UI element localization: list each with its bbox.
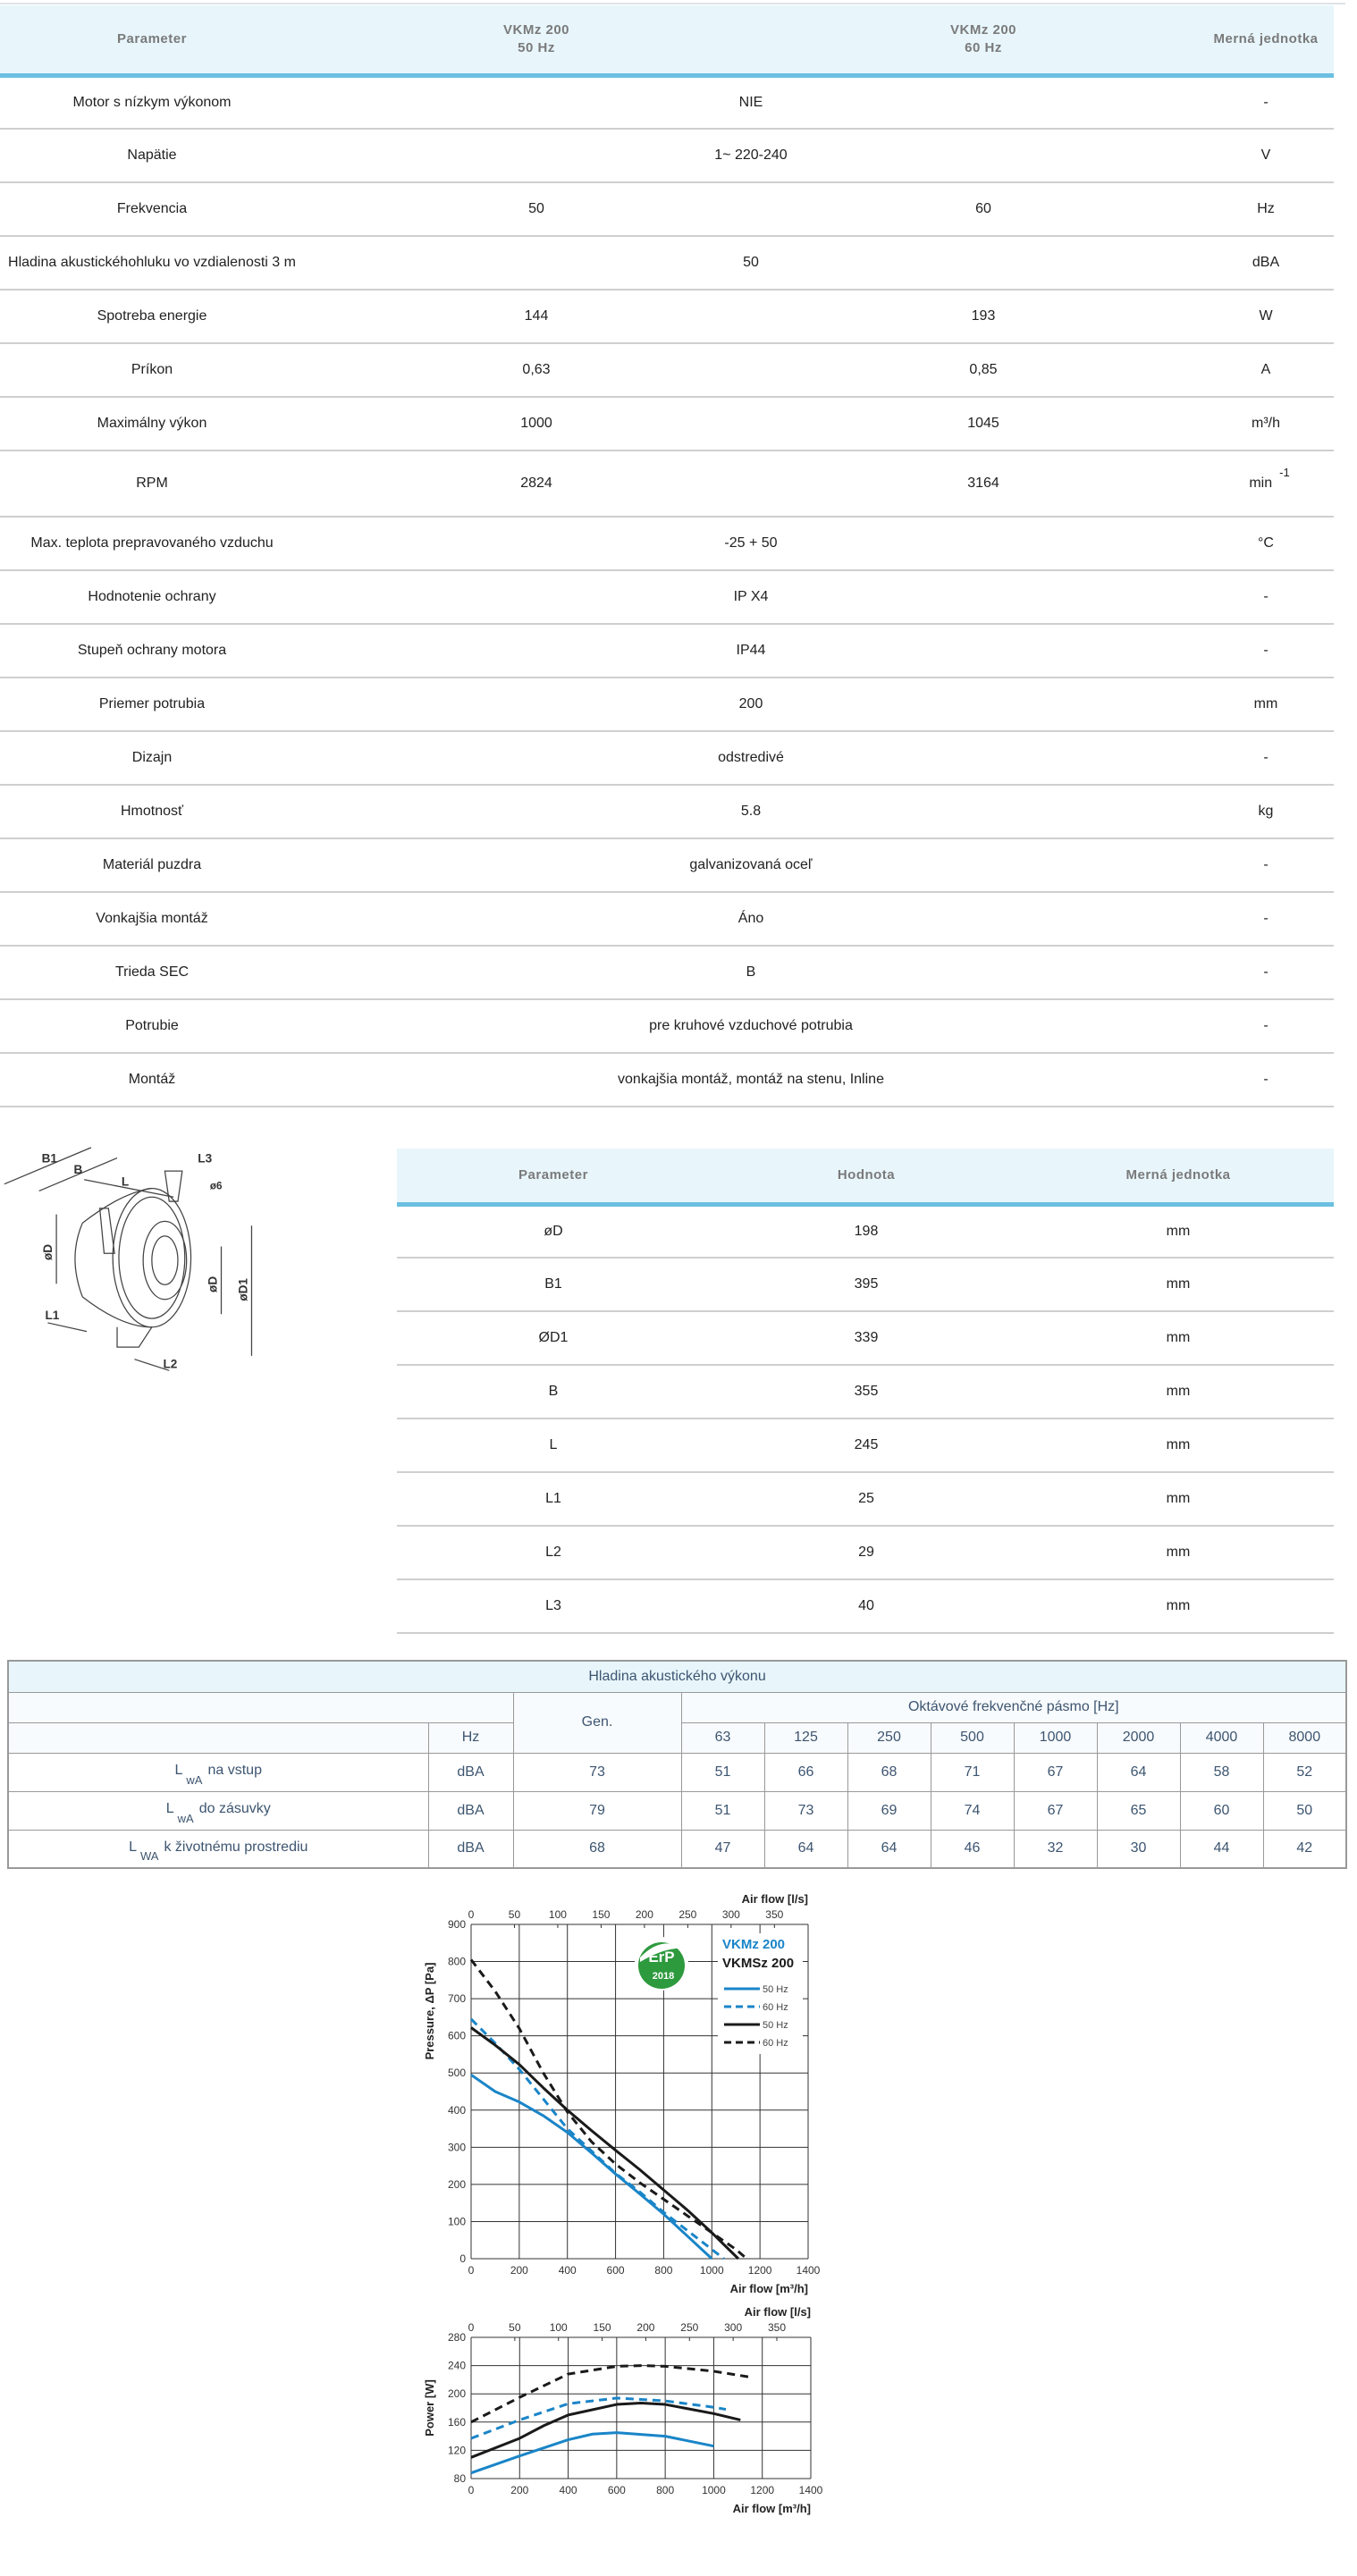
dim-param: øD — [397, 1204, 710, 1258]
gen-value: 73 — [513, 1753, 681, 1791]
series-line-vkmsz-200-50hz — [471, 2403, 740, 2457]
x-tick-label: 1400 — [796, 2264, 821, 2277]
dim-row — [397, 1258, 1334, 1311]
unit-cell — [1198, 946, 1334, 999]
band-value: 30 — [1097, 1830, 1180, 1868]
series-line-vkmz-200-50hz — [471, 2433, 713, 2473]
legend-label: 60 Hz — [763, 2038, 788, 2049]
y-tick-label: 900 — [447, 1918, 466, 1931]
param-value: -25 + 50 — [304, 517, 1198, 570]
label-d1: øD1 — [236, 1278, 250, 1301]
value-50hz: 50 — [304, 182, 769, 236]
band-value: 47 — [681, 1830, 764, 1868]
label-l: L — [121, 1174, 130, 1189]
x-tick-label: 800 — [654, 2264, 673, 2277]
dim-unit: mm — [1023, 1526, 1334, 1579]
band-header: 63 — [681, 1722, 764, 1753]
band-value: 66 — [764, 1753, 847, 1791]
param-value: NIE — [304, 75, 1198, 129]
dim-unit: mm — [1023, 1204, 1334, 1258]
unit-text: - — [1263, 964, 1268, 980]
spec-row — [0, 999, 1334, 1053]
value-50hz: 1000 — [304, 397, 769, 450]
unit-cell — [1198, 999, 1334, 1053]
spec-row — [0, 517, 1334, 570]
x2-tick-label: 200 — [635, 1908, 653, 1921]
x2-tick-label: 100 — [548, 1908, 567, 1921]
lwa-l: L — [129, 1839, 137, 1856]
dim-param: L1 — [397, 1472, 710, 1526]
lwa-label — [8, 1753, 428, 1791]
band-value: 67 — [1014, 1791, 1097, 1830]
header-50hz: VKMz 200 50 Hz — [304, 5, 769, 75]
dim-row — [397, 1311, 1334, 1365]
band-header: 125 — [764, 1722, 847, 1753]
x-tick-label: 1000 — [699, 2264, 724, 2277]
dim-unit: mm — [1023, 1579, 1334, 1633]
legend-label: 50 Hz — [763, 1984, 788, 1995]
x-tick-label: 200 — [510, 2484, 529, 2496]
band-value: 44 — [1180, 1830, 1263, 1868]
x-axis-label: Air flow [m³/h] — [732, 2502, 811, 2515]
unit-cell: dBA — [428, 1791, 513, 1830]
unit-text: °C — [1258, 535, 1274, 551]
acoustic-power-table — [7, 1660, 1347, 1869]
lwa-sub: wA — [186, 1772, 203, 1787]
erp-text: ErP — [648, 1949, 675, 1966]
param-label: Potrubie — [0, 999, 304, 1053]
band-value: 64 — [847, 1830, 931, 1868]
dim-unit: mm — [1023, 1258, 1334, 1311]
dimension-table — [397, 1149, 1334, 1634]
lwa-text: k životnému prostrediu — [164, 1839, 308, 1856]
param-label: Priemer potrubia — [0, 678, 304, 731]
unit-text: - — [1263, 1072, 1268, 1087]
x2-axis-label: Air flow [l/s] — [744, 2305, 811, 2319]
dim-value: 29 — [710, 1526, 1023, 1579]
octave-band-header: Oktávové frekvenčné pásmo [Hz] — [681, 1692, 1346, 1722]
value-50hz: 2824 — [304, 450, 769, 517]
dim-row — [397, 1526, 1334, 1579]
erp-2018-logo — [635, 1937, 688, 1991]
param-value: 50 — [304, 236, 1198, 290]
unit-cell: dBA — [428, 1753, 513, 1791]
spec-row — [0, 678, 1334, 731]
x-tick-label: 600 — [606, 2264, 625, 2277]
unit-text: V — [1260, 147, 1271, 163]
unit-text: Hz — [1257, 201, 1275, 216]
dim-value: 339 — [710, 1311, 1023, 1365]
label-l1: L1 — [45, 1309, 60, 1323]
unit-cell — [1198, 678, 1334, 731]
value-60hz: 193 — [769, 290, 1198, 343]
y-tick-label: 100 — [447, 2215, 466, 2228]
unit-cell — [1198, 624, 1334, 678]
x-tick-label: 1400 — [798, 2484, 823, 2496]
dim-unit: mm — [1023, 1365, 1334, 1418]
dim-header-parameter: Parameter — [397, 1149, 710, 1204]
dim-unit: mm — [1023, 1472, 1334, 1526]
unit-text: - — [1263, 94, 1268, 110]
param-value: 5.8 — [304, 785, 1198, 838]
header-parameter: Parameter — [0, 5, 304, 75]
dim-unit: mm — [1023, 1311, 1334, 1365]
y-tick-label: 160 — [447, 2415, 466, 2429]
label-d6: ø6 — [209, 1180, 223, 1192]
label-d-left: øD — [41, 1243, 55, 1261]
param-label: Príkon — [0, 343, 304, 397]
y-tick-label: 200 — [447, 2177, 466, 2191]
param-label: Vonkajšia montáž — [0, 892, 304, 946]
x2-tick-label: 0 — [468, 2321, 475, 2334]
spec-row — [0, 129, 1334, 182]
unit-superscript: -1 — [1279, 466, 1290, 479]
x-tick-label: 0 — [468, 2264, 475, 2277]
dim-row — [397, 1204, 1334, 1258]
band-value: 42 — [1263, 1830, 1346, 1868]
param-label: Dizajn — [0, 731, 304, 785]
unit-text: - — [1263, 643, 1268, 658]
value-60hz: 3164 — [769, 450, 1198, 517]
param-value: pre kruhové vzduchové potrubia — [304, 999, 1198, 1053]
unit-cell — [1198, 236, 1334, 290]
x2-tick-label: 350 — [765, 1908, 784, 1921]
label-d-right: øD — [206, 1275, 220, 1292]
band-header: 4000 — [1180, 1722, 1263, 1753]
unit-cell — [1198, 838, 1334, 892]
x2-axis-label: Air flow [l/s] — [741, 1892, 808, 1906]
lwa-l: L — [165, 1801, 174, 1817]
band-header: 2000 — [1097, 1722, 1180, 1753]
dim-row — [397, 1579, 1334, 1633]
param-value: IP44 — [304, 624, 1198, 678]
dim-param: B — [397, 1365, 710, 1418]
acoustic-row — [8, 1830, 1346, 1868]
param-label: Hladina akustickéhohluku vo vzdialenosti 3 m — [0, 236, 304, 290]
param-value: Áno — [304, 892, 1198, 946]
spec-row — [0, 1053, 1334, 1107]
unit-cell — [1198, 290, 1334, 343]
header-60hz: VKMz 200 60 Hz — [769, 5, 1198, 75]
dim-row — [397, 1472, 1334, 1526]
x-tick-label: 400 — [559, 2484, 577, 2496]
dim-value: 40 — [710, 1579, 1023, 1633]
band-header: 250 — [847, 1722, 931, 1753]
x2-tick-label: 250 — [678, 1908, 697, 1921]
unit-text: - — [1263, 857, 1268, 872]
unit-text: m³/h — [1252, 416, 1280, 431]
unit-cell — [1198, 892, 1334, 946]
x-tick-label: 0 — [468, 2484, 475, 2496]
dim-row — [397, 1418, 1334, 1472]
label-b1: B1 — [41, 1151, 57, 1166]
unit-text: A — [1260, 362, 1271, 377]
spec-row — [0, 290, 1334, 343]
param-label: Hmotnosť — [0, 785, 304, 838]
band-value: 50 — [1263, 1791, 1346, 1830]
lwa-sub: wA — [177, 1811, 194, 1825]
x2-tick-label: 50 — [509, 2321, 521, 2334]
spec-row — [0, 343, 1334, 397]
gen-value: 68 — [513, 1830, 681, 1868]
param-label: Napätie — [0, 129, 304, 182]
blank-cell — [8, 1692, 513, 1722]
legend-label: 50 Hz — [763, 2020, 788, 2031]
unit-cell — [1198, 450, 1334, 517]
band-value: 51 — [681, 1791, 764, 1830]
unit-cell — [1198, 785, 1334, 838]
lwa-l: L — [174, 1763, 183, 1779]
spec-row — [0, 785, 1334, 838]
hz-header: Hz — [428, 1722, 513, 1753]
dim-value: 25 — [710, 1472, 1023, 1526]
param-label: Materiál puzdra — [0, 838, 304, 892]
pressure-chart — [393, 1877, 858, 2315]
unit-text: - — [1263, 1018, 1268, 1033]
band-value: 67 — [1014, 1753, 1097, 1791]
unit-text: mm — [1253, 696, 1278, 711]
gen-header: Gen. — [513, 1692, 681, 1753]
spec-row — [0, 397, 1334, 450]
value-60hz: 60 — [769, 182, 1198, 236]
lwa-text: na vstup — [207, 1763, 262, 1779]
lwa-sub: WA — [139, 1849, 159, 1864]
x2-tick-label: 100 — [549, 2321, 568, 2334]
param-value: odstredivé — [304, 731, 1198, 785]
param-label: Frekvencia — [0, 182, 304, 236]
x-axis-label: Air flow [m³/h] — [729, 2282, 808, 2295]
dim-unit: mm — [1023, 1418, 1334, 1472]
unit-cell — [1198, 129, 1334, 182]
dim-header-unit: Merná jednotka — [1023, 1149, 1334, 1204]
y-tick-label: 120 — [447, 2444, 466, 2457]
y-tick-label: 400 — [447, 2103, 466, 2117]
band-value: 64 — [1097, 1753, 1180, 1791]
legend-title: VKMSz 200 — [722, 1956, 795, 1971]
label-l3: L3 — [198, 1151, 213, 1166]
x-tick-label: 1200 — [747, 2264, 772, 2277]
param-label: Motor s nízkym výkonom — [0, 75, 304, 129]
dim-header-value: Hodnota — [710, 1149, 1023, 1204]
y-axis-label: Pressure, ΔP [Pa] — [423, 1962, 436, 2060]
x-tick-label: 200 — [510, 2264, 528, 2277]
param-label: Spotreba energie — [0, 290, 304, 343]
y-tick-label: 700 — [447, 1992, 466, 2006]
spec-table — [0, 5, 1334, 1107]
y-tick-label: 800 — [447, 1955, 466, 1968]
dim-param: L2 — [397, 1526, 710, 1579]
unit-cell — [1198, 1053, 1334, 1107]
power-chart — [393, 2305, 858, 2538]
lwa-text: do zásuvky — [198, 1801, 271, 1817]
unit-text: - — [1263, 589, 1268, 604]
y-tick-label: 0 — [459, 2252, 466, 2265]
band-value: 71 — [931, 1753, 1014, 1791]
fan-dimension-drawing — [0, 1128, 295, 1396]
x-tick-label: 400 — [558, 2264, 577, 2277]
spec-row — [0, 946, 1334, 999]
param-label: RPM — [0, 450, 304, 517]
band-value: 68 — [847, 1753, 931, 1791]
dim-param: B1 — [397, 1258, 710, 1311]
y-tick-label: 280 — [447, 2331, 466, 2344]
spec-row — [0, 731, 1334, 785]
spec-row — [0, 450, 1334, 517]
param-label: Stupeň ochrany motora — [0, 624, 304, 678]
x2-tick-label: 300 — [721, 1908, 740, 1921]
param-value: B — [304, 946, 1198, 999]
param-label: Hodnotenie ochrany — [0, 570, 304, 624]
x2-tick-label: 150 — [592, 1908, 611, 1921]
acoustic-title: Hladina akustického výkonu — [8, 1661, 1346, 1692]
label-b: B — [73, 1163, 83, 1176]
y-tick-label: 240 — [447, 2359, 466, 2372]
unit-text: min — [1249, 476, 1273, 491]
band-value: 60 — [1180, 1791, 1263, 1830]
unit-cell — [1198, 343, 1334, 397]
y-tick-label: 300 — [447, 2141, 466, 2154]
erp-year: 2018 — [652, 1971, 675, 1982]
band-value: 74 — [931, 1791, 1014, 1830]
value-50hz: 0,63 — [304, 343, 769, 397]
unit-cell — [1198, 397, 1334, 450]
band-header: 8000 — [1263, 1722, 1346, 1753]
x-tick-label: 1200 — [750, 2484, 775, 2496]
spec-row — [0, 624, 1334, 678]
gen-value: 79 — [513, 1791, 681, 1830]
band-value: 46 — [931, 1830, 1014, 1868]
legend-label: 60 Hz — [763, 2002, 788, 2013]
dim-param: L — [397, 1418, 710, 1472]
param-value: vonkajšia montáž, montáž na stenu, Inline — [304, 1053, 1198, 1107]
dim-param: ØD1 — [397, 1311, 710, 1365]
dim-value: 355 — [710, 1365, 1023, 1418]
param-value: galvanizovaná oceľ — [304, 838, 1198, 892]
y-tick-label: 80 — [453, 2472, 466, 2485]
dim-value: 245 — [710, 1418, 1023, 1472]
param-value: 1~ 220-240 — [304, 129, 1198, 182]
header-unit: Merná jednotka — [1198, 5, 1334, 75]
band-value: 65 — [1097, 1791, 1180, 1830]
spec-row — [0, 838, 1334, 892]
unit-cell — [1198, 570, 1334, 624]
param-label: Montáž — [0, 1053, 304, 1107]
series-line-vkmsz-200-60hz — [471, 1959, 746, 2259]
param-label: Maximálny výkon — [0, 397, 304, 450]
x2-tick-label: 50 — [508, 1908, 521, 1921]
legend-title: VKMz 200 — [722, 1937, 786, 1952]
y-tick-label: 200 — [447, 2387, 466, 2401]
unit-cell — [1198, 75, 1334, 129]
unit-cell: dBA — [428, 1830, 513, 1868]
x2-tick-label: 300 — [724, 2321, 743, 2334]
band-value: 32 — [1014, 1830, 1097, 1868]
band-value: 69 — [847, 1791, 931, 1830]
x-tick-label: 600 — [607, 2484, 626, 2496]
series-line-vkmz-200-50hz — [471, 2075, 712, 2259]
x2-tick-label: 200 — [636, 2321, 655, 2334]
value-60hz: 1045 — [769, 397, 1198, 450]
x-tick-label: 1000 — [702, 2484, 726, 2496]
band-value: 64 — [764, 1830, 847, 1868]
unit-text: - — [1263, 750, 1268, 765]
acoustic-row — [8, 1791, 1346, 1830]
value-50hz: 144 — [304, 290, 769, 343]
dim-value: 198 — [710, 1204, 1023, 1258]
band-header: 1000 — [1014, 1722, 1097, 1753]
unit-text: - — [1263, 911, 1268, 926]
lwa-label — [8, 1791, 428, 1830]
x2-tick-label: 0 — [468, 1908, 475, 1921]
blank-cell — [8, 1722, 428, 1753]
x-tick-label: 800 — [656, 2484, 675, 2496]
unit-text: dBA — [1252, 255, 1280, 270]
unit-cell — [1198, 182, 1334, 236]
band-header: 500 — [931, 1722, 1014, 1753]
x2-tick-label: 150 — [593, 2321, 611, 2334]
x2-tick-label: 350 — [767, 2321, 787, 2334]
param-value: IP X4 — [304, 570, 1198, 624]
dim-row — [397, 1365, 1334, 1418]
y-tick-label: 600 — [447, 2029, 466, 2042]
dim-param: L3 — [397, 1579, 710, 1633]
unit-text: kg — [1258, 804, 1274, 819]
top-divider — [0, 0, 1345, 4]
value-60hz: 0,85 — [769, 343, 1198, 397]
param-value: 200 — [304, 678, 1198, 731]
y-tick-label: 500 — [447, 2067, 466, 2080]
band-value: 58 — [1180, 1753, 1263, 1791]
band-value: 52 — [1263, 1753, 1346, 1791]
label-l2: L2 — [163, 1357, 178, 1371]
spec-row — [0, 236, 1334, 290]
param-label: Max. teplota prepravovaného vzduchu — [0, 517, 304, 570]
spec-row — [0, 892, 1334, 946]
x2-tick-label: 250 — [680, 2321, 699, 2334]
band-value: 73 — [764, 1791, 847, 1830]
unit-text: W — [1259, 308, 1273, 324]
spec-row — [0, 182, 1334, 236]
lwa-label — [8, 1830, 428, 1868]
spec-row — [0, 75, 1334, 129]
param-label: Trieda SEC — [0, 946, 304, 999]
dim-value: 395 — [710, 1258, 1023, 1311]
unit-cell — [1198, 731, 1334, 785]
spec-row — [0, 570, 1334, 624]
acoustic-row — [8, 1753, 1346, 1791]
band-value: 51 — [681, 1753, 764, 1791]
y-axis-label: Power [W] — [423, 2379, 436, 2437]
unit-cell — [1198, 517, 1334, 570]
